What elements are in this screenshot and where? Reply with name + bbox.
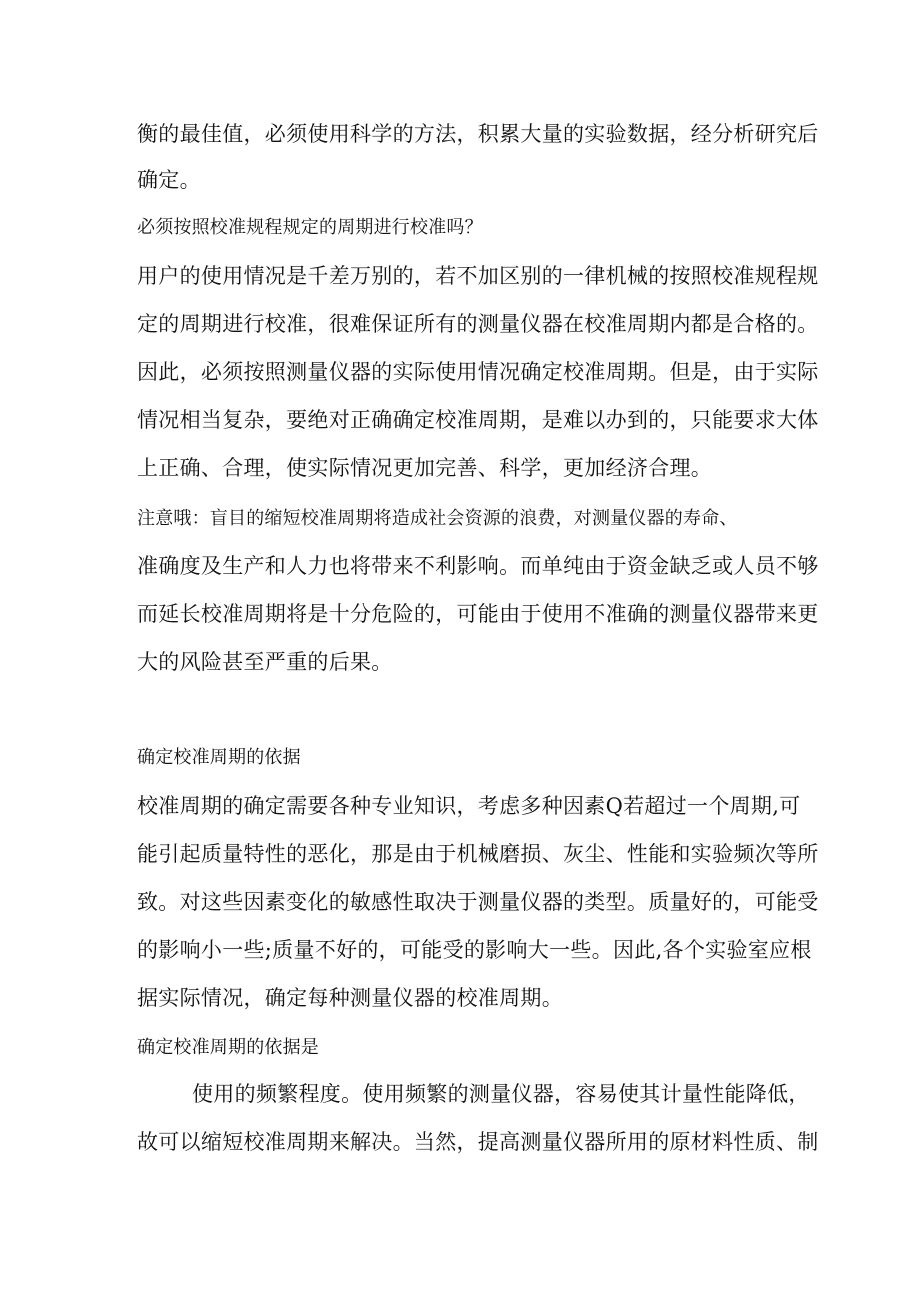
section-heading: 确定校准周期的依据是 (137, 1037, 319, 1058)
paragraph-line: 致。对这些因素变化的敏感性取决于测量仪器的类型。质量好的，可能受 (137, 890, 819, 914)
paragraph-line: 校准周期的确定需要各种专业知识，考虑多种因素Q若超过一个周期,可 (137, 794, 801, 818)
paragraph-line: 故可以缩短校准周期来解决。当然，提高测量仪器所用的原材料性质、制 (137, 1130, 819, 1154)
paragraph-line: 定的周期进行校准，很难保证所有的测量仪器在校准周期内都是合格的。 (137, 312, 819, 336)
paragraph-line: 衡的最佳值，必须使用科学的方法，积累大量的实验数据，经分析研究后 (137, 122, 819, 146)
section-heading: 确定校准周期的依据 (137, 747, 301, 768)
note-line: 注意哦：盲目的缩短校准周期将造成社会资源的浪费，对测量仪器的寿命、 (137, 508, 738, 529)
paragraph-line: 上正确、合理，使实际情况更加完善、科学，更加经济合理。 (137, 456, 713, 480)
paragraph-line: 的影响小一些;质量不好的，可能受的影响大一些。因此,各个实验室应根 (137, 938, 812, 962)
paragraph-line: 因此，必须按照测量仪器的实际使用情况确定校准周期。但是，由于实际 (137, 360, 819, 384)
paragraph-line: 能引起质量特性的恶化，那是由于机械磨损、灰尘、性能和实验频次等所 (137, 842, 819, 866)
paragraph-line: 据实际情况，确定每种测量仪器的校准周期。 (137, 986, 563, 1010)
paragraph-line: 而延长校准周期将是十分危险的，可能由于使用不准确的测量仪器带来更 (137, 602, 819, 626)
paragraph-line: 情况相当复杂，要绝对正确确定校准周期，是难以办到的，只能要求大体 (137, 408, 819, 432)
paragraph-line: 使用的频繁程度。使用频繁的测量仪器，容易使其计量性能降低， (192, 1082, 810, 1106)
paragraph-line: 确定。 (137, 168, 201, 192)
paragraph-line: 大的风险甚至严重的后果。 (137, 650, 393, 674)
paragraph-line: 用户的使用情况是千差万别的，若不加区别的一律机械的按照校准规程规 (137, 264, 819, 288)
paragraph-line: 准确度及生产和人力也将带来不利影响。而单纯由于资金缺乏或人员不够 (137, 554, 819, 578)
section-question: 必须按照校准规程规定的周期进行校准吗？ (137, 217, 483, 238)
